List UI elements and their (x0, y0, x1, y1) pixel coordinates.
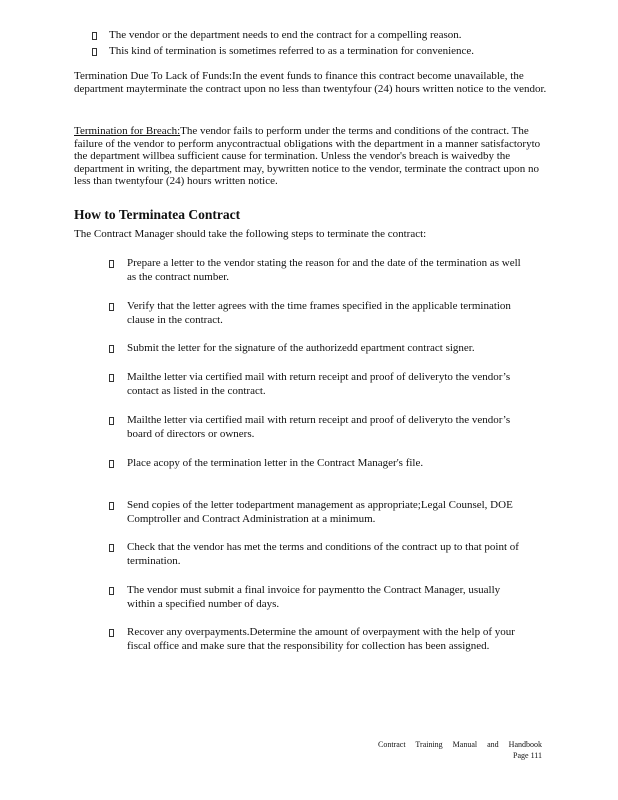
step-text: Recover any overpayments.Determine the amount of overpayment with the help of your fiscal office and make sure that the responsibility for collection has been assigned. (127, 626, 515, 652)
step-text: Submit the letter for the signature of the authorizedd epartment contract signer. (127, 342, 475, 354)
bullet-icon (109, 502, 114, 510)
bullet-icon (109, 260, 114, 268)
top-bullet-text: The vendor or the department needs to end the contract for a compelling reason. (109, 29, 462, 41)
step-text: Verify that the letter agrees with the time frames specified in the applicable termination clause in the contract. (127, 300, 511, 326)
bullet-icon (109, 629, 114, 637)
breach-lead: Termination for Breach: (74, 125, 181, 137)
bullet-icon (92, 32, 97, 40)
bullet-icon (109, 303, 114, 311)
bullet-icon (109, 374, 114, 382)
section-heading: How to Terminatea Contract (74, 207, 241, 222)
page-number: Page 111 (513, 751, 542, 760)
footer-title: Contract Training Manual and Handbook (378, 740, 542, 749)
step-text: Mailthe letter via certified mail with return receipt and proof of deliveryto the vendor’s board of directors or owners. (127, 414, 511, 440)
bullet-icon (109, 587, 114, 595)
bullet-icon (109, 345, 114, 353)
step-text: Check that the vendor has met the terms and conditions of the contract up to that point of termination. (127, 541, 519, 567)
step-text: Prepare a letter to the vendor stating the reason for and the date of the termination as well as the contract number. (127, 257, 521, 283)
breach-text: The vendor fails to perform under the terms and conditions of the contract. The failure of the vendor to perform anycontractual obligations with the department in a manner satisfactoryto the department willbea sufficient cause for termination. Unless the vendor's breach is waivedby the department in writing, the department may, bywritten notice to the vendor, terminate the contract upon no less than twentyfour (24) hours written notice. (74, 125, 541, 187)
step-text: The vendor must submit a final invoice for paymentto the Contract Manager, usually within a specified number of days. (127, 584, 501, 610)
bullet-icon (109, 460, 114, 468)
step-text: Send copies of the letter todepartment management as appropriate;Legal Counsel, DOE Comptroller and Contract Administration at a minimum. (127, 499, 513, 525)
section-intro: The Contract Manager should take the following steps to terminate the contract: (74, 228, 427, 240)
step-text: Mailthe letter via certified mail with return receipt and proof of deliveryto the vendor’s contact as listed in the contract. (127, 371, 511, 397)
bullet-icon (109, 544, 114, 552)
top-bullet-text: This kind of termination is sometimes referred to as a termination for convenience. (109, 45, 475, 57)
step-text: Place acopy of the termination letter in the Contract Manager's file. (127, 457, 424, 469)
funds-paragraph: Termination Due To Lack of Funds:In the event funds to finance this contract become unavailable, the department mayterminate the contract upon no less than twentyfour (24) hours written notice to the vendor. (74, 70, 547, 95)
breach-paragraph (74, 125, 554, 188)
bullet-icon (92, 48, 97, 56)
bullet-icon (109, 417, 114, 425)
page-footer (378, 739, 542, 761)
